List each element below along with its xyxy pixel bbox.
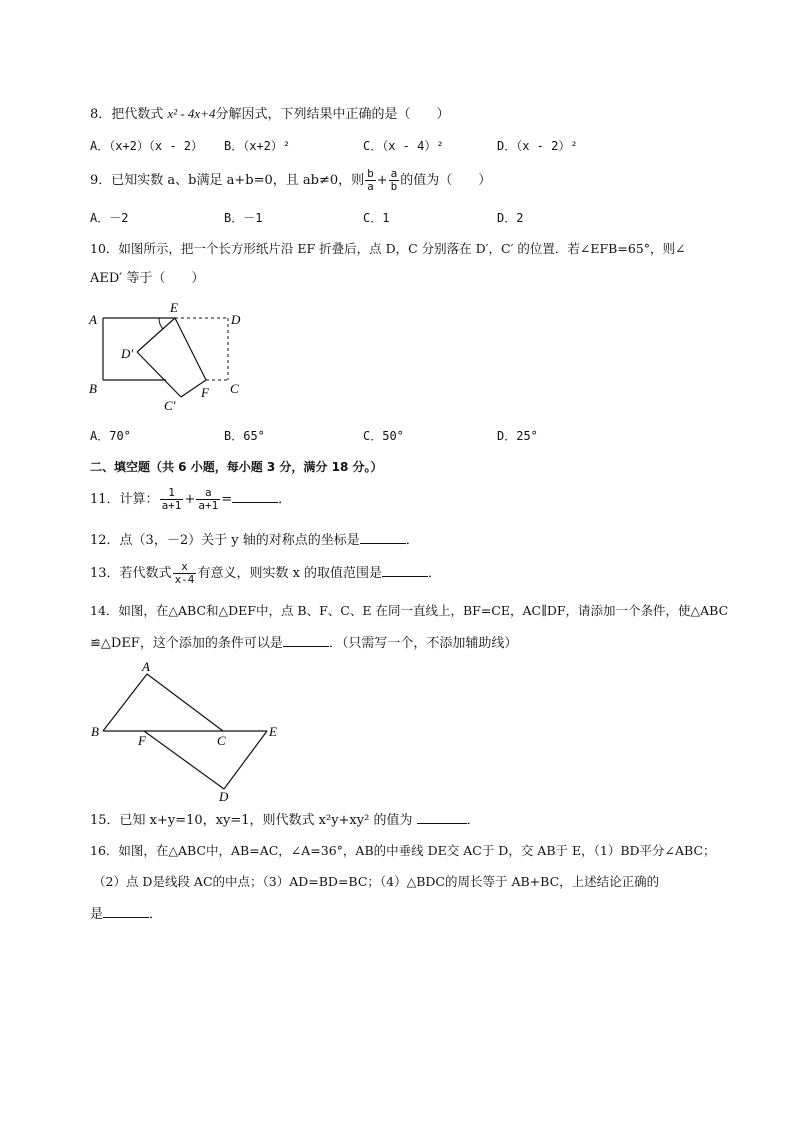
q10-number: 10． (90, 241, 119, 256)
q10-option-a[interactable]: A．70° (90, 429, 131, 443)
q8-option-d[interactable]: D．（x - 2）² (497, 139, 578, 153)
q12-answer-blank[interactable] (360, 531, 406, 544)
q13-fraction: $\frac{x}{x-4}$ (174, 560, 195, 586)
q13-number: 13． (90, 566, 120, 581)
q14-label-c: C (217, 733, 226, 748)
question-12: 12．点（3，－2）关于 y 轴的对称点的坐标是 ． (90, 533, 419, 548)
q9-number: 9． (90, 173, 112, 188)
q10-label-b: B (89, 381, 97, 396)
question-14-line-2: ≌△DEF，这个添加的条件可以是 ．（只需写一个，不添加辅助线） (90, 636, 518, 651)
q9-pre: 已知实数 a、b满足 a+b=0，且 ab≠0，则 (111, 173, 365, 188)
q10-label-d: D (231, 312, 241, 327)
q9-option-b[interactable]: B．－1 (224, 211, 263, 225)
q14-label-e: E (269, 724, 277, 739)
q11-fraction-2: $\frac{a}{a+1}$ (198, 486, 219, 512)
q9-option-d[interactable]: D．2 (497, 211, 524, 225)
q10-label-e: E (170, 300, 178, 315)
q10-label-a: A (89, 312, 97, 327)
q14-number: 14． (90, 603, 119, 618)
question-13: 13．若代数式 $\frac{x}{x-4}$ 有意义，则实数 x 的取值范围是 ． (90, 560, 442, 586)
q14-label-a: A (142, 659, 150, 674)
q11-number: 11． (90, 492, 120, 507)
q8-option-a[interactable]: A．（x+2）（x - 2） (90, 139, 204, 153)
q10-option-c[interactable]: C．50° (363, 429, 404, 443)
q14-label-d: D (219, 789, 229, 803)
q14-label-b: B (91, 724, 99, 739)
q16-number: 16． (90, 843, 119, 858)
q8-option-b[interactable]: B．（x+2）² (224, 139, 291, 153)
q9-fraction-b-over-a: $\frac{b}{a}$ (367, 167, 374, 193)
q10-label-dprime: D′ (121, 346, 134, 361)
question-10-line-1: 10．如图所示，把一个长方形纸片沿 EF 折叠后，点 D，C 分别落在 D′，C′ 的位置．若∠EFB=65°，则∠ (90, 241, 686, 256)
q13-answer-blank[interactable] (382, 564, 428, 577)
q9-option-c[interactable]: C．1 (363, 211, 390, 225)
q15-answer-blank[interactable] (417, 811, 467, 824)
q11-answer-blank[interactable] (232, 490, 278, 503)
q8-pre: 把代数式 (111, 107, 168, 122)
q16-answer-blank[interactable] (103, 905, 149, 918)
q10-label-cprime: C′ (164, 398, 176, 413)
q8-option-c[interactable]: C．（x - 4）² (363, 139, 444, 153)
q8-expression: x² - 4x+4 (167, 106, 216, 121)
section-2-heading: 二、填空题（共 6 小题，每小题 3 分，满分 18 分。） (90, 460, 383, 474)
q10-label-c: C (230, 381, 239, 396)
q9-post: 的值为（ ） (400, 173, 492, 188)
q12-number: 12． (90, 533, 120, 548)
question-10-line-2: AED′ 等于（ ） (90, 271, 205, 286)
q8-post: 分解因式，下列结果中正确的是（ ） (215, 107, 450, 122)
question-16-line-2: （2）点 D是线段 AC的中点；（3）AD=BD=BC；（4）△BDC的周长等于 AB+BC，上述结论正确的 (93, 874, 660, 889)
question-16-line-1: 16．如图，在△ABC中，AB=AC，∠A=36°，AB的中垂线 DE交 AC于 D，交 AB于 E，（1）BD平分∠ABC； (90, 843, 716, 858)
q14-label-f: F (138, 733, 146, 748)
q8-number: 8． (90, 107, 112, 122)
q9-fraction-a-over-b: $\frac{a}{b}$ (390, 167, 398, 193)
question-15: 15．已知 x+y=10，xy=1，则代数式 x²y+xy² 的值为 ． (90, 813, 480, 828)
q10-option-d[interactable]: D．25° (497, 429, 538, 443)
q14-answer-blank[interactable] (283, 634, 329, 647)
q14-triangles-figure (86, 658, 286, 803)
q11-fraction-1: $\frac{1}{a+1}$ (161, 486, 182, 512)
q10-option-b[interactable]: B．65° (224, 429, 265, 443)
question-16-line-3: 是 ． (90, 907, 163, 922)
q10-label-f: F (201, 385, 209, 400)
question-11: 11．计算： $\frac{1}{a+1}$ + $\frac{a}{a+1}$ = ． (90, 486, 292, 512)
q15-number: 15． (90, 813, 120, 828)
question-9-stem: 9．已知实数 a、b满足 a+b=0，且 ab≠0，则 $\frac{b}{a}$ + $\frac{a}{b}$ 的值为（ ） (90, 167, 492, 193)
q10-folded-rectangle-figure (86, 300, 266, 415)
question-8-stem (90, 106, 449, 123)
q9-option-a[interactable]: A．－2 (90, 211, 129, 225)
question-14-line-1: 14．如图，在△ABC和△DEF中，点 B、F、C、E 在同一直线上，BF=CE，AC∥DF，请添加一个条件，使△ABC (90, 603, 729, 618)
